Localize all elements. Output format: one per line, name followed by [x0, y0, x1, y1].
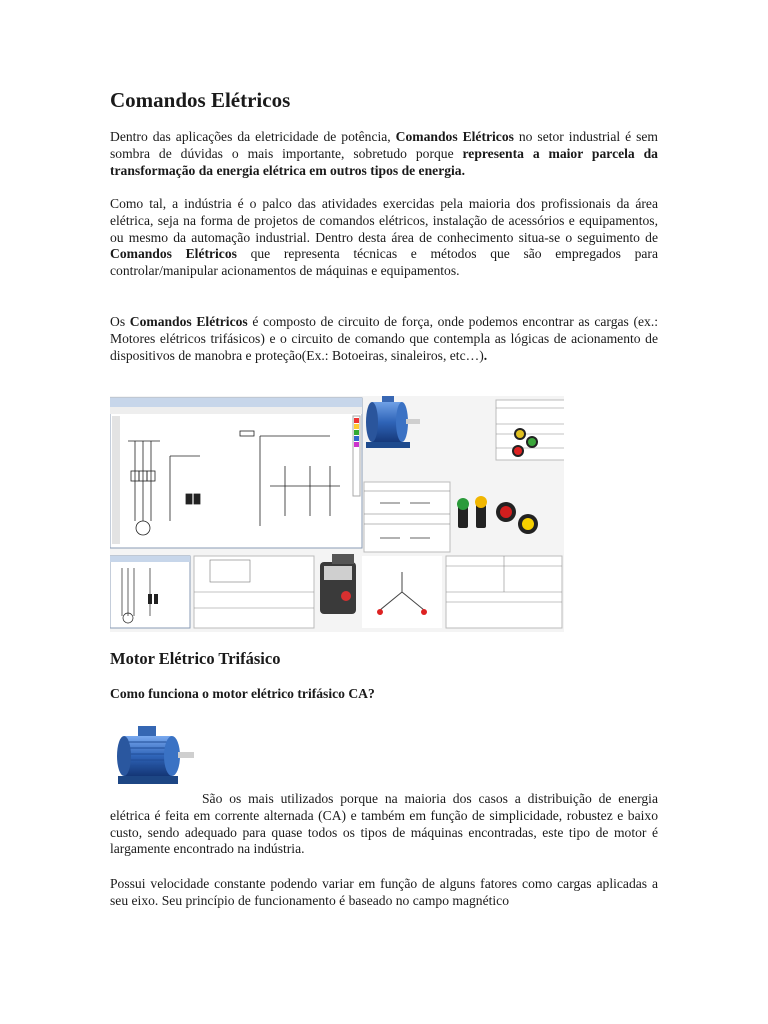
paragraph-motor-speed: Possui velocidade constante podendo variar em função de alguns fatores como cargas aplicadas a seu eixo. Seu princípio de funcionamento é baseado no campo magnético	[110, 876, 658, 908]
section-heading: Motor Elétrico Trifásico	[110, 649, 281, 668]
bottom-symbols-sheet	[194, 556, 314, 628]
paragraph-intro	[110, 129, 658, 179]
cad-software-window	[110, 398, 362, 548]
bold-run: representa a maior parcela da transformação da energia elétrica em outros tipos de energia.	[110, 145, 658, 178]
bold-run: Comandos Elétricos	[129, 314, 248, 329]
bold-run: .	[483, 347, 488, 363]
paragraph-composition	[110, 314, 658, 364]
small-software-window	[110, 556, 190, 628]
symbols-table	[496, 400, 564, 460]
text-run: Os	[110, 314, 130, 329]
page-title: Comandos Elétricos	[110, 88, 291, 112]
bold-run: Comandos Elétricos	[110, 246, 237, 262]
paragraph-industry	[110, 196, 658, 280]
electrical-components-collage	[110, 396, 564, 632]
text-run: Como tal, a indústria é o palco das atividades exercidas pela maioria dos profissionais da área elétrica, seja na forma de projetos de comandos elétricos, instalação de acessórios e equipamentos, ou mesmo da automação industrial. Dentro desta área de conhecimento situa-se o seguimento de	[110, 196, 658, 245]
text-run: no setor industrial é sem sombra de dúvidas o mais importante, sobretudo porque	[110, 129, 658, 161]
bold-run: Comandos Elétricos	[395, 129, 514, 144]
contact-symbols-panel	[364, 482, 450, 552]
text-run: Dentro das aplicações da eletricidade de potência,	[110, 129, 396, 144]
connection-sketch	[362, 556, 442, 628]
text-run: que representa técnicas e métodos que são empregados para controlar/manipular acionamentos de máquinas e equipamentos.	[110, 246, 658, 279]
electric-motor-image	[110, 718, 202, 798]
subsection-heading: Como funciona o motor elétrico trifásico CA?	[110, 686, 375, 701]
overload-relay	[320, 554, 356, 614]
contacts-table	[446, 556, 562, 628]
paragraph-motor-usage: São os mais utilizados porque na maioria dos casos a distribuição de energia elétrica é feita em corrente alternada (CA) e também em função de simplicidade, robustez e baixo custo, sendo adequado para quase todos os tipos de máquinas encontradas, este tipo de motor é largamente encontrado na indústria.	[110, 791, 658, 857]
text-run: é composto de circuito de força, onde podemos encontrar as cargas (ex.: Motores elétricos trifásicos) e o circuito de comando que contempla as lógicas de acionamento de dispositivos de manobra e proteção(Ex.: Botoeiras, sinaleiros, etc…)	[110, 314, 659, 363]
